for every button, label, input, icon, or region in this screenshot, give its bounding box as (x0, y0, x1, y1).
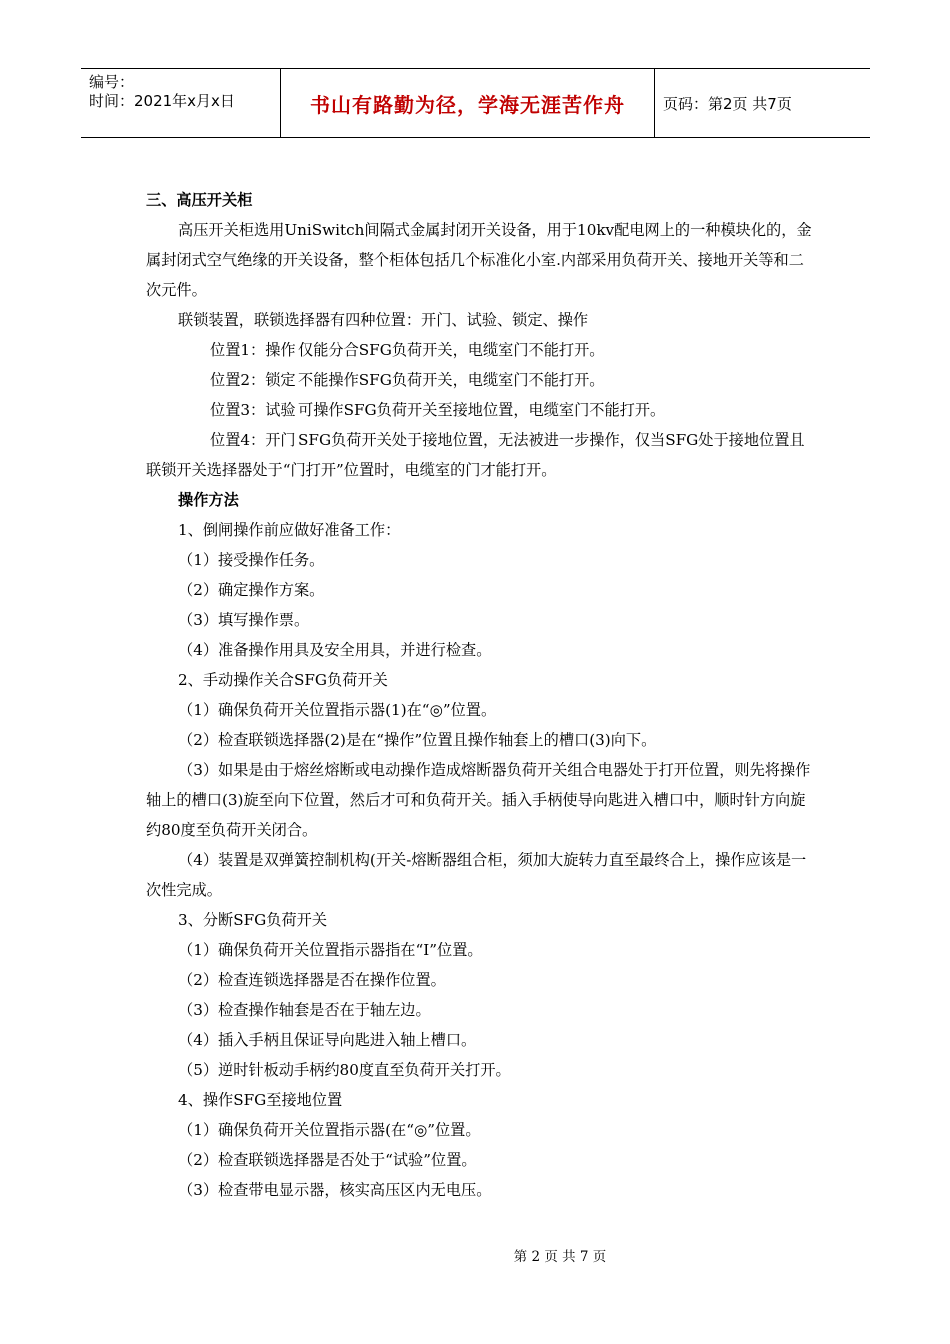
position-item: 位置1：操作 仅能分合SFG负荷开关，电缆室门不能打开。 (210, 341, 605, 359)
step-item: （4）插入手柄且保证导向匙进入轴上槽口。 (178, 1031, 477, 1049)
step-item: （1）接受操作任务。 (178, 551, 325, 569)
step-item: （2）检查联锁选择器是否处于“试验”位置。 (178, 1151, 477, 1169)
step-item: （4）准备操作用具及安全用具，并进行检查。 (178, 641, 492, 659)
step-item: （3）如果是由于熔丝熔断或电动操作造成熔断器负荷开关组合电器处于打开位置，则先将操作轴上的槽口(3)旋至向下位置，然后才可和负荷开关。插入手柄使导向匙进入槽口中，顺时针方向旋约80度至负荷开关闭合。 (146, 761, 811, 839)
position-item: 位置3：试验 可操作SFG负荷开关至接地位置，电缆室门不能打开。 (210, 401, 666, 419)
intro-paragraph: 高压开关柜选用UniSwitch间隔式金属封闭开关设备，用于10kv配电网上的一种模块化的，金属封闭式空气绝缘的开关设备，整个柜体包括几个标准化小室.内部采用负荷开关、接地开关等和二次元件。 (146, 221, 812, 299)
header-page-label: 页码：第2页 共7页 (663, 94, 792, 113)
step-item: （3）检查带电显示器，核实高压区内无电压。 (178, 1181, 492, 1199)
time-label: 时间：2021年x月x日 (89, 92, 235, 110)
step-item: （5）逆时针板动手柄约80度直至负荷开关打开。 (178, 1061, 511, 1079)
number-label: 编号： (89, 73, 135, 91)
document-body (146, 185, 816, 1205)
step-item: （1）确保负荷开关位置指示器指在“Ⅰ”位置。 (178, 941, 483, 959)
step-item: （1）确保负荷开关位置指示器(在“◎”位置。 (178, 1121, 481, 1139)
page-footer: 第 2 页 共 7 页 (513, 1249, 607, 1265)
header-left-cell (81, 69, 281, 137)
step-title: 3、分断SFG负荷开关 (178, 911, 328, 929)
position-item: 位置4：开门 SFG负荷开关处于接地位置，无法被进一步操作，仅当SFG处于接地位置且联锁开关选择器处于“门打开”位置时，电缆室的门才能打开。 (146, 431, 805, 479)
header-motto: 书山有路勤为径，学海无涯苦作舟 (281, 69, 655, 137)
section-title: 三、高压开关柜 (146, 191, 253, 209)
step-item: （1）确保负荷开关位置指示器(1)在“◎”位置。 (178, 701, 497, 719)
page-header (81, 68, 870, 138)
step-item: （2）检查连锁选择器是否在操作位置。 (178, 971, 446, 989)
step-item: （4）装置是双弹簧控制机构(开关-熔断器组合柜，须加大旋转力直至最终合上，操作应该是一次性完成。 (146, 851, 807, 899)
step-title: 1、倒闸操作前应做好准备工作： (178, 521, 401, 539)
step-title: 2、手动操作关合SFG负荷开关 (178, 671, 388, 689)
method-title: 操作方法 (178, 491, 239, 509)
step-item: （3）检查操作轴套是否在于轴左边。 (178, 1001, 431, 1019)
step-item: （3）填写操作票。 (178, 611, 310, 629)
step-item: （2）确定操作方案。 (178, 581, 325, 599)
step-title: 4、操作SFG至接地位置 (178, 1091, 343, 1109)
interlock-paragraph: 联锁装置，联锁选择器有四种位置：开门、试验、锁定、操作 (178, 311, 589, 329)
step-item: （2）检查联锁选择器(2)是在“操作”位置且操作轴套上的槽口(3)向下。 (178, 731, 657, 749)
position-item: 位置2：锁定 不能操作SFG负荷开关，电缆室门不能打开。 (210, 371, 605, 389)
